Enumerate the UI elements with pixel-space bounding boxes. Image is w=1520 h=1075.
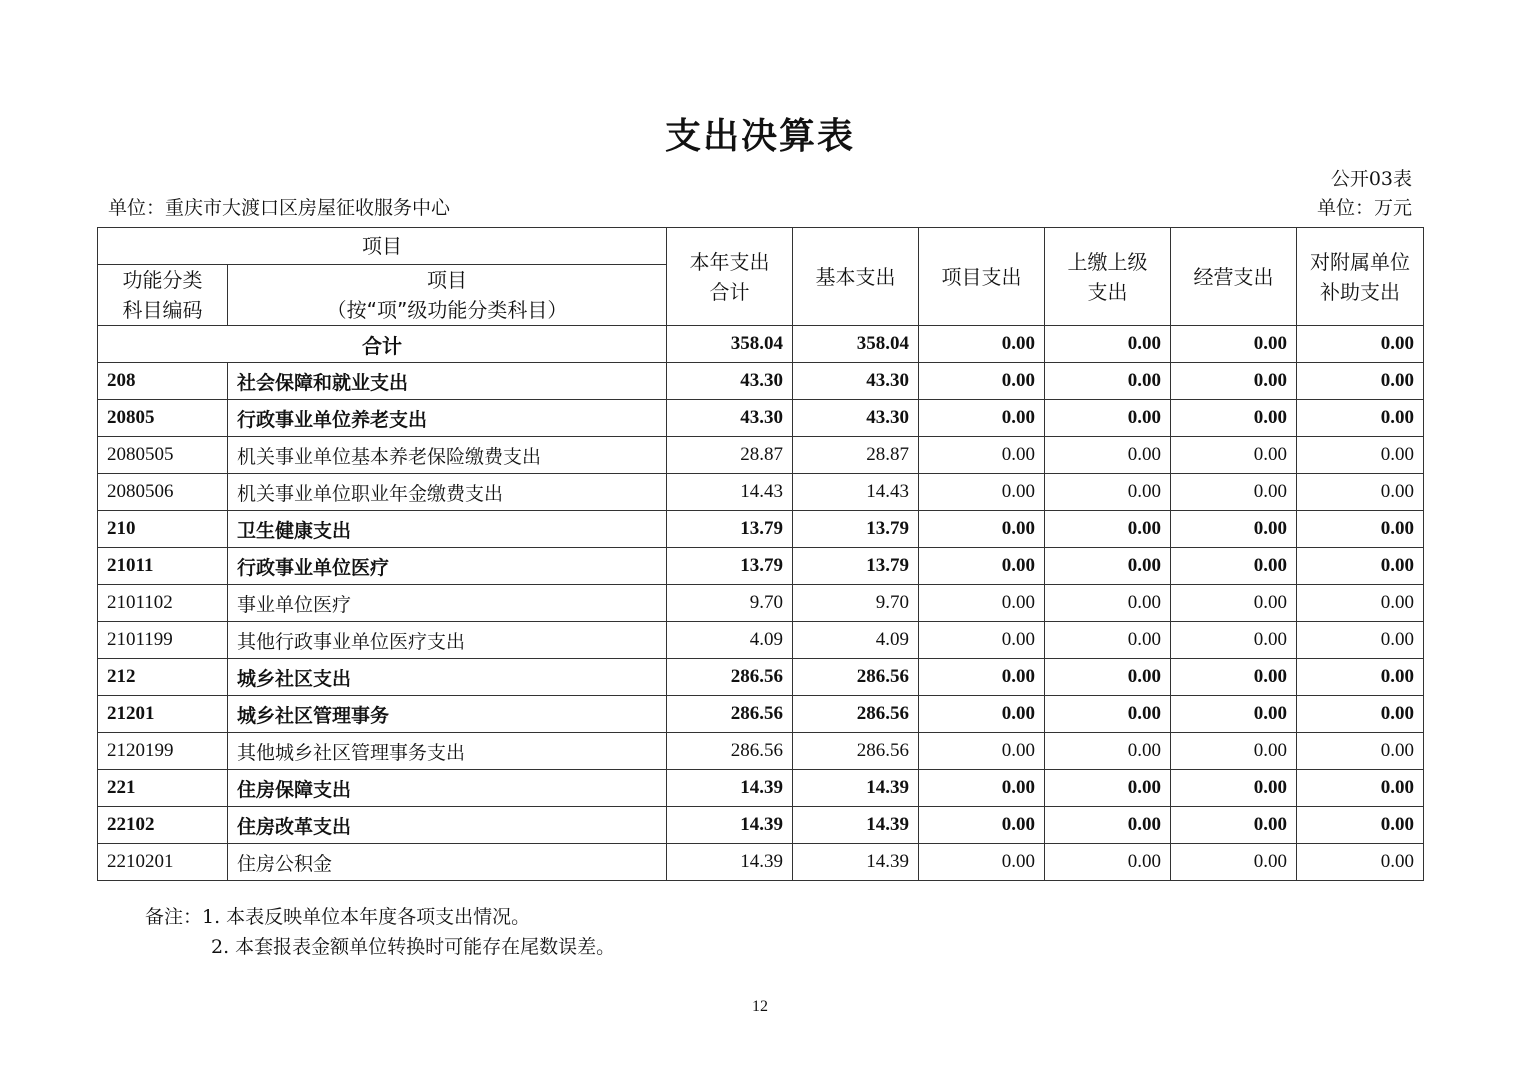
row-value: 0.00 <box>1171 585 1297 622</box>
row-code: 21201 <box>98 696 228 733</box>
header-code: 功能分类 科目编码 <box>98 265 228 326</box>
row-value: 0.00 <box>1297 622 1424 659</box>
row-value: 0.00 <box>1171 548 1297 585</box>
row-value: 4.09 <box>793 622 919 659</box>
row-value: 13.79 <box>793 511 919 548</box>
row-code: 208 <box>98 363 228 400</box>
row-value: 14.39 <box>667 844 793 881</box>
row-value: 43.30 <box>793 400 919 437</box>
row-name: 卫生健康支出 <box>228 511 667 548</box>
row-code: 22102 <box>98 807 228 844</box>
row-code: 2080505 <box>98 437 228 474</box>
note-line-1: 备注：1. 本表反映单位本年度各项支出情况。 <box>145 906 531 928</box>
row-value: 0.00 <box>919 696 1045 733</box>
row-value: 14.39 <box>793 807 919 844</box>
page-title: 支出决算表 <box>664 116 855 157</box>
row-code: 2080506 <box>98 474 228 511</box>
row-name: 事业单位医疗 <box>228 585 667 622</box>
row-value: 0.00 <box>1045 622 1171 659</box>
row-name: 其他行政事业单位医疗支出 <box>228 622 667 659</box>
row-value: 14.43 <box>667 474 793 511</box>
row-value: 14.39 <box>667 807 793 844</box>
row-value: 0.00 <box>919 844 1045 881</box>
table-row <box>98 807 1424 844</box>
total-value: 358.04 <box>667 326 793 363</box>
header-basic: 基本支出 <box>793 228 919 326</box>
header-upper: 上缴上级 支出 <box>1045 228 1171 326</box>
row-value: 0.00 <box>1045 437 1171 474</box>
row-value: 0.00 <box>1297 659 1424 696</box>
row-value: 0.00 <box>919 400 1045 437</box>
total-value: 0.00 <box>1297 326 1424 363</box>
unit-organization: 单位：重庆市大渡口区房屋征收服务中心 <box>108 197 451 219</box>
row-value: 0.00 <box>919 585 1045 622</box>
table-row <box>98 696 1424 733</box>
form-number: 公开03表 <box>1330 168 1412 190</box>
header-business: 经营支出 <box>1171 228 1297 326</box>
row-value: 0.00 <box>1297 585 1424 622</box>
row-value: 0.00 <box>1297 400 1424 437</box>
row-value: 43.30 <box>667 363 793 400</box>
row-value: 0.00 <box>919 733 1045 770</box>
expenditure-table <box>97 227 1424 881</box>
row-value: 0.00 <box>1171 659 1297 696</box>
row-value: 0.00 <box>1297 363 1424 400</box>
table-row <box>98 363 1424 400</box>
row-code: 20805 <box>98 400 228 437</box>
row-value: 286.56 <box>667 733 793 770</box>
row-value: 0.00 <box>1297 511 1424 548</box>
row-value: 0.00 <box>919 659 1045 696</box>
row-name: 行政事业单位医疗 <box>228 548 667 585</box>
notes <box>145 902 615 962</box>
row-value: 0.00 <box>919 363 1045 400</box>
row-value: 0.00 <box>1045 363 1171 400</box>
total-row <box>98 326 1424 363</box>
table-row <box>98 474 1424 511</box>
table-row <box>98 844 1424 881</box>
row-value: 286.56 <box>667 659 793 696</box>
row-value: 0.00 <box>1297 696 1424 733</box>
header-item: 项目 （按“项”级功能分类科目） <box>228 265 667 326</box>
row-value: 9.70 <box>667 585 793 622</box>
row-value: 286.56 <box>793 659 919 696</box>
row-value: 28.87 <box>793 437 919 474</box>
row-name: 社会保障和就业支出 <box>228 363 667 400</box>
row-value: 0.00 <box>1171 400 1297 437</box>
table-row <box>98 511 1424 548</box>
row-value: 0.00 <box>1171 511 1297 548</box>
row-value: 14.43 <box>793 474 919 511</box>
row-value: 0.00 <box>1045 511 1171 548</box>
row-value: 0.00 <box>1171 474 1297 511</box>
row-value: 0.00 <box>1171 770 1297 807</box>
header-project-group: 项目 <box>98 228 667 265</box>
row-name: 其他城乡社区管理事务支出 <box>228 733 667 770</box>
row-value: 0.00 <box>1297 548 1424 585</box>
row-value: 0.00 <box>1171 437 1297 474</box>
row-value: 13.79 <box>667 548 793 585</box>
row-value: 0.00 <box>1045 659 1171 696</box>
row-name: 住房公积金 <box>228 844 667 881</box>
row-value: 0.00 <box>1045 696 1171 733</box>
row-name: 住房改革支出 <box>228 807 667 844</box>
row-name: 城乡社区支出 <box>228 659 667 696</box>
row-value: 0.00 <box>1045 585 1171 622</box>
header-project: 项目支出 <box>919 228 1045 326</box>
row-name: 机关事业单位职业年金缴费支出 <box>228 474 667 511</box>
row-value: 0.00 <box>1045 548 1171 585</box>
table-row <box>98 437 1424 474</box>
table-row <box>98 622 1424 659</box>
row-value: 0.00 <box>1045 770 1171 807</box>
row-value: 0.00 <box>1171 363 1297 400</box>
row-value: 0.00 <box>1297 437 1424 474</box>
row-value: 0.00 <box>919 807 1045 844</box>
row-name: 住房保障支出 <box>228 770 667 807</box>
row-value: 0.00 <box>919 548 1045 585</box>
row-code: 2210201 <box>98 844 228 881</box>
row-value: 9.70 <box>793 585 919 622</box>
total-value: 0.00 <box>1045 326 1171 363</box>
row-value: 13.79 <box>793 548 919 585</box>
table-row <box>98 400 1424 437</box>
header-subsidy: 对附属单位 补助支出 <box>1297 228 1424 326</box>
row-name: 城乡社区管理事务 <box>228 696 667 733</box>
table-row <box>98 659 1424 696</box>
row-value: 0.00 <box>1045 844 1171 881</box>
total-value: 358.04 <box>793 326 919 363</box>
row-value: 286.56 <box>793 696 919 733</box>
row-code: 2120199 <box>98 733 228 770</box>
row-value: 28.87 <box>667 437 793 474</box>
row-value: 0.00 <box>1171 622 1297 659</box>
page-number: 12 <box>752 998 768 1015</box>
table-row <box>98 770 1424 807</box>
row-value: 286.56 <box>793 733 919 770</box>
row-value: 0.00 <box>1045 733 1171 770</box>
row-value: 0.00 <box>919 437 1045 474</box>
row-value: 0.00 <box>1297 733 1424 770</box>
row-value: 0.00 <box>1297 807 1424 844</box>
row-value: 4.09 <box>667 622 793 659</box>
row-value: 0.00 <box>1297 474 1424 511</box>
row-code: 210 <box>98 511 228 548</box>
unit-currency: 单位：万元 <box>1316 197 1412 219</box>
row-code: 21011 <box>98 548 228 585</box>
row-code: 2101199 <box>98 622 228 659</box>
row-value: 14.39 <box>793 844 919 881</box>
row-value: 13.79 <box>667 511 793 548</box>
total-label: 合计 <box>98 326 667 363</box>
row-value: 43.30 <box>667 400 793 437</box>
total-value: 0.00 <box>1171 326 1297 363</box>
row-value: 43.30 <box>793 363 919 400</box>
table-row <box>98 548 1424 585</box>
row-value: 0.00 <box>919 511 1045 548</box>
row-value: 0.00 <box>919 622 1045 659</box>
row-code: 212 <box>98 659 228 696</box>
note-line-2: 2. 本套报表金额单位转换时可能存在尾数误差。 <box>211 936 616 958</box>
row-value: 14.39 <box>667 770 793 807</box>
row-value: 0.00 <box>1045 807 1171 844</box>
row-code: 2101102 <box>98 585 228 622</box>
row-value: 0.00 <box>1045 400 1171 437</box>
row-value: 0.00 <box>919 474 1045 511</box>
row-value: 0.00 <box>1297 770 1424 807</box>
row-value: 286.56 <box>667 696 793 733</box>
row-value: 0.00 <box>1171 696 1297 733</box>
row-code: 221 <box>98 770 228 807</box>
row-name: 机关事业单位基本养老保险缴费支出 <box>228 437 667 474</box>
row-value: 0.00 <box>1171 844 1297 881</box>
row-value: 0.00 <box>1297 844 1424 881</box>
row-value: 0.00 <box>1045 474 1171 511</box>
row-value: 0.00 <box>919 770 1045 807</box>
header-total: 本年支出 合计 <box>667 228 793 326</box>
row-value: 0.00 <box>1171 733 1297 770</box>
row-value: 14.39 <box>793 770 919 807</box>
row-name: 行政事业单位养老支出 <box>228 400 667 437</box>
table-row <box>98 733 1424 770</box>
table-row <box>98 585 1424 622</box>
row-value: 0.00 <box>1171 807 1297 844</box>
total-value: 0.00 <box>919 326 1045 363</box>
